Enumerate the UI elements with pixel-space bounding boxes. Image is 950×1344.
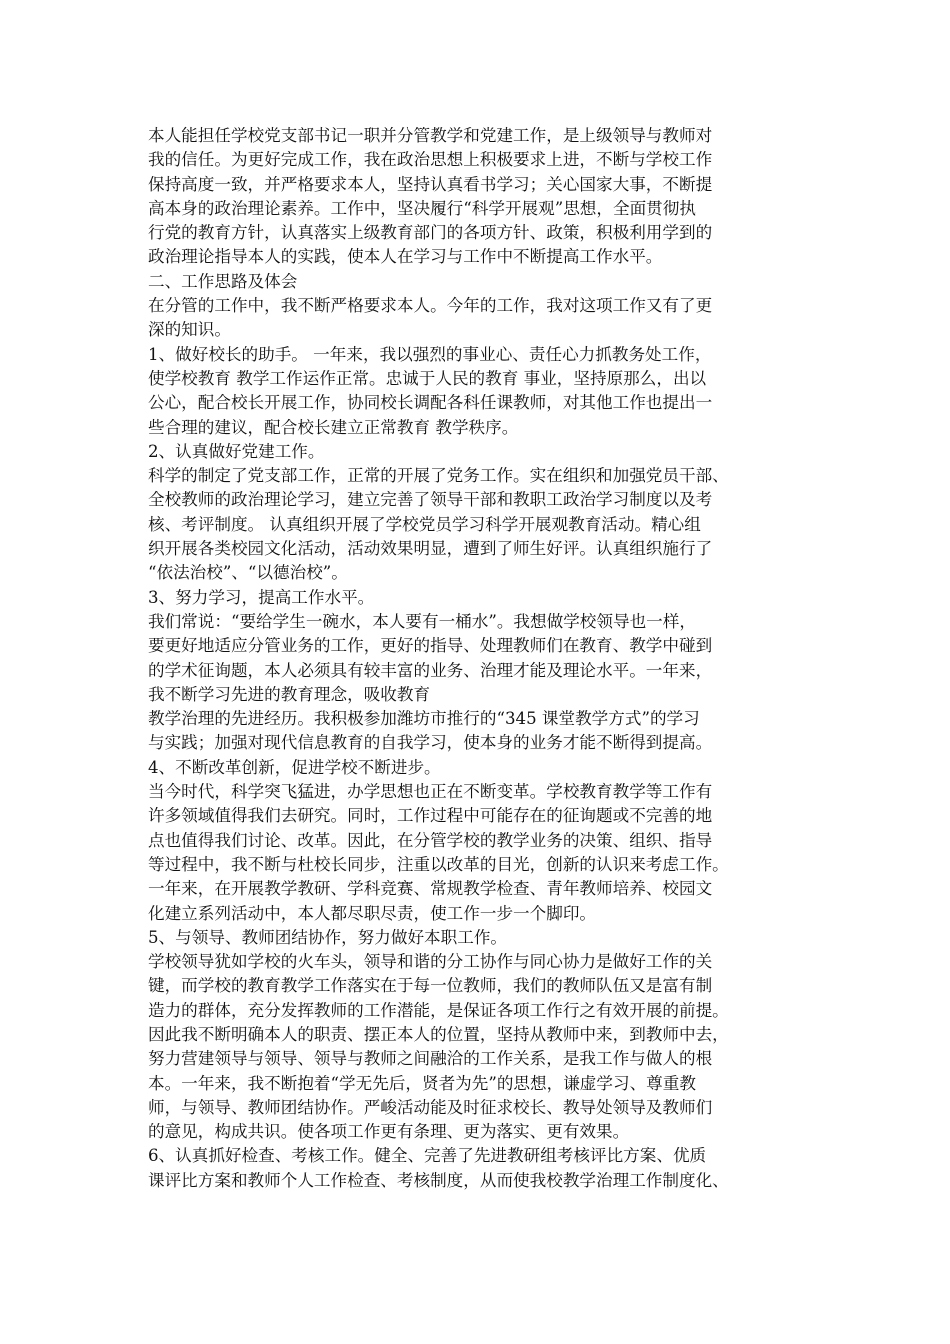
- text-line: 政治理论指导本人的实践，使本人在学习与工作中不断提高工作水平。: [148, 247, 663, 267]
- text-line: 键，而学校的教育教学工作落实在于每一位教师，我们的教师队伍又是富有制: [148, 976, 713, 996]
- text-line: 我不断学习先进的教育理念，吸收教育: [148, 684, 431, 704]
- text-line: 努力营建领导与领导、领导与教师之间融洽的工作关系，是我工作与做人的根: [148, 1049, 713, 1069]
- text-line: 与实践；加强对现代信息教育的自我学习，使本身的业务才能不断得到提高。: [148, 733, 713, 753]
- text-line: 的学术征询题，本人必须具有较丰富的业务、治理才能及理论水平。一年来，: [148, 660, 713, 680]
- text-line: 许多领域值得我们去研究。同时，工作过程中可能存在的征询题或不完善的地: [148, 806, 713, 826]
- text-line: 要更好地适应分管业务的工作，更好的指导、处理教师们在教育、教学中碰到: [148, 636, 713, 656]
- text-line: 3、努力学习，提高工作水平。: [148, 587, 375, 607]
- text-line: 核、考评制度。 认真组织开展了学校党员学习科学开展观教育活动。精心组: [148, 514, 701, 534]
- text-line: 因此我不断明确本人的职责、摆正本人的位置，坚持从教师中来，到教师中去，: [148, 1024, 729, 1044]
- text-line: “依法治校”、“以德治校”。: [148, 563, 348, 583]
- text-line: 点也值得我们讨论、改革。因此，在分管学校的教学业务的决策、组织、指导: [148, 830, 713, 850]
- text-line: 我的信任。为更好完成工作，我在政治思想上积极要求上进，不断与学校工作: [148, 150, 713, 170]
- text-line: 深的知识。: [148, 320, 231, 340]
- text-line: 的意见，构成共识。使各项工作更有条理、更为落实、更有效果。: [148, 1122, 630, 1142]
- text-line: 行党的教育方针，认真落实上级教育部门的各项方针、政策，积极利用学到的: [148, 223, 713, 243]
- text-line: 化建立系列活动中，本人都尽职尽责，使工作一步一个脚印。: [148, 903, 597, 923]
- document-body: [148, 124, 818, 1193]
- text-line: 在分管的工作中，我不断严格要求本人。今年的工作，我对这项工作又有了更: [148, 296, 713, 316]
- text-line: 2、认真做好党建工作。: [148, 441, 325, 461]
- text-line: 5、与领导、教师团结协作，努力做好本职工作。: [148, 927, 508, 947]
- text-line: 一年来，在开展教学教研、学科竞赛、常规教学检查、青年教师培养、校园文: [148, 879, 713, 899]
- text-line: 1、做好校长的助手。 一年来，我以强烈的事业心、责任心力抓教务处工作，: [148, 344, 712, 364]
- text-line: 科学的制定了党支部工作，正常的开展了党务工作。实在组织和加强党员干部、: [148, 466, 729, 486]
- text-line: 4、不断改革创新，促进学校不断进步。: [148, 757, 441, 777]
- text-line: 二、工作思路及体会: [148, 271, 298, 291]
- text-line: 全校教师的政治理论学习，建立完善了领导干部和教职工政治学习制度以及考: [148, 490, 713, 510]
- text-line: 学校领导犹如学校的火车头，领导和谐的分工协作与同心协力是做好工作的关: [148, 952, 713, 972]
- text-line: 公心，配合校长开展工作，协同校长调配各科任课教师，对其他工作也提出一: [148, 393, 713, 413]
- text-line: 使学校教育 教学工作运作正常。忠诚于人民的教育 事业，坚持原那么，出以: [148, 368, 707, 388]
- text-line: 6、认真抓好检查、考核工作。健全、完善了先进教研组考核评比方案、优质: [148, 1146, 707, 1166]
- text-line: 本人能担任学校党支部书记一职并分管教学和党建工作，是上级领导与教师对: [148, 126, 713, 145]
- text-line: 我们常说：“要给学生一碗水，本人要有一桶水”。我想做学校领导也一样，: [148, 611, 696, 631]
- text-line: 当今时代，科学突飞猛进，办学思想也正在不断变革。学校教育教学等工作有: [148, 782, 713, 802]
- text-line: 课评比方案和教师个人工作检查、考核制度，从而使我校教学治理工作制度化、: [148, 1170, 729, 1190]
- text-line: 教学治理的先进经历。我积极参加潍坊市推行的“345 课堂教学方式”的学习: [148, 709, 700, 729]
- text-line: 些合理的建议，配合校长建立正常教育 教学秩序。: [148, 417, 519, 437]
- text-line: 等过程中，我不断与杜校长同步，注重以改革的目光，创新的认识来考虑工作。: [148, 854, 729, 874]
- text-line: 保持高度一致，并严格要求本人，坚持认真看书学习；关心国家大事，不断提: [148, 174, 713, 194]
- text-line: 织开展各类校园文化活动，活动效果明显，遭到了师生好评。认真组织施行了: [148, 539, 713, 559]
- text-line: 造力的群体，充分发挥教师的工作潜能，是保证各项工作行之有效开展的前提。: [148, 1000, 729, 1020]
- text-line: 高本身的政治理论素养。工作中，坚决履行“科学开展观”思想，全面贯彻执: [148, 198, 696, 218]
- text-line: 本。一年来，我不断抱着“学无先后，贤者为先”的思想，谦虚学习、尊重教: [148, 1073, 696, 1093]
- text-line: 师，与领导、教师团结协作。严峻活动能及时征求校长、教导处领导及教师们: [148, 1097, 713, 1117]
